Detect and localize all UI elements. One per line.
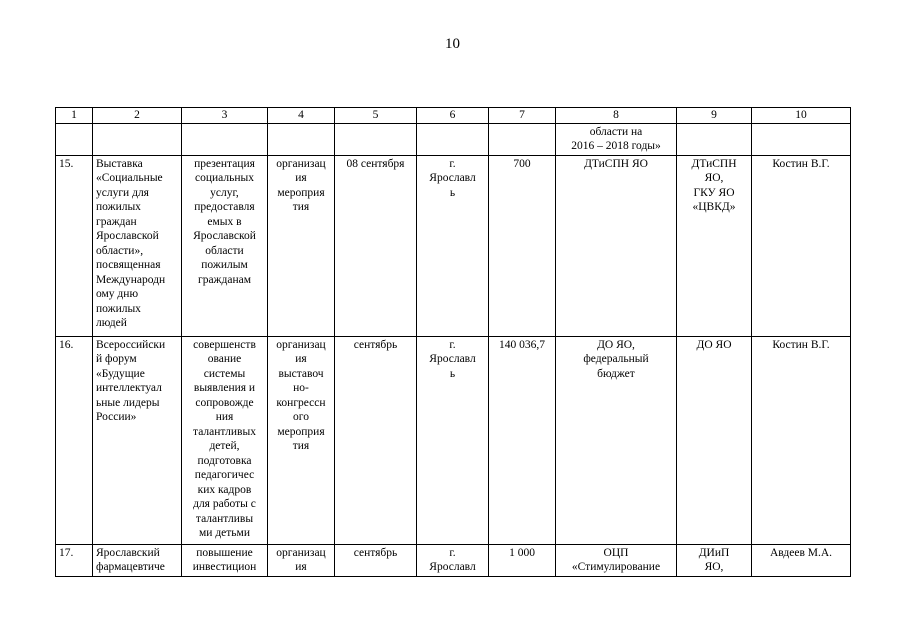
- funding-source-cell: области на 2016 – 2018 годы»: [556, 123, 677, 155]
- funding-source: ДТиСПН ЯО: [556, 155, 677, 336]
- row-number: 15.: [56, 155, 93, 336]
- column-header: 9: [677, 108, 752, 124]
- column-header: 2: [93, 108, 182, 124]
- funding-source: ДО ЯО, федеральный бюджет: [556, 336, 677, 544]
- executor: ДИиП ЯО,: [677, 544, 752, 576]
- event-form: организац ия: [268, 544, 335, 576]
- event-date: сентябрь: [335, 336, 417, 544]
- table-cell: [56, 123, 93, 155]
- event-date: 08 сентября: [335, 155, 417, 336]
- table-row: [56, 155, 851, 336]
- column-header: 4: [268, 108, 335, 124]
- column-header: 5: [335, 108, 417, 124]
- row-number: 17.: [56, 544, 93, 576]
- table-cell: [417, 123, 489, 155]
- funding-amount: 1 000: [489, 544, 556, 576]
- row-number: 16.: [56, 336, 93, 544]
- table-cell: [93, 123, 182, 155]
- column-header: 10: [752, 108, 851, 124]
- column-header: 6: [417, 108, 489, 124]
- table-cell: [752, 123, 851, 155]
- funding-amount: 140 036,7: [489, 336, 556, 544]
- event-place: г. Ярославл ь: [417, 336, 489, 544]
- executor: ДТиСПН ЯО, ГКУ ЯО «ЦВКД»: [677, 155, 752, 336]
- event-goal: совершенств ование системы выявления и сопровожде ния талантливых детей, подготовка педагогичес ких кадров для работы с талантливы ми детьми: [182, 336, 268, 544]
- event-place: г. Ярославл: [417, 544, 489, 576]
- column-header: 8: [556, 108, 677, 124]
- event-goal: презентация социальных услуг, предоставля емых в Ярославской области пожилым гражданам: [182, 155, 268, 336]
- event-form: организац ия выставоч но- конгрессн ого мероприя тия: [268, 336, 335, 544]
- table-row: [56, 544, 851, 576]
- continuation-row: [56, 123, 851, 155]
- column-header: 3: [182, 108, 268, 124]
- table-cell: [489, 123, 556, 155]
- column-number-row: [56, 108, 851, 124]
- column-header: 7: [489, 108, 556, 124]
- table-cell: [677, 123, 752, 155]
- event-name: Выставка «Социальные услуги для пожилых граждан Ярославской области», посвященная Международн ому дню пожилых людей: [93, 155, 182, 336]
- event-name: Всероссийски й форум «Будущие интеллектуал ьные лидеры России»: [93, 336, 182, 544]
- table-cell: [182, 123, 268, 155]
- funding-amount: 700: [489, 155, 556, 336]
- executor: ДО ЯО: [677, 336, 752, 544]
- responsible-person: Авдеев М.А.: [752, 544, 851, 576]
- event-goal: повышение инвестицион: [182, 544, 268, 576]
- page-number: 10: [445, 36, 460, 52]
- column-header: 1: [56, 108, 93, 124]
- event-date: сентябрь: [335, 544, 417, 576]
- event-place: г. Ярославл ь: [417, 155, 489, 336]
- responsible-person: Костин В.Г.: [752, 336, 851, 544]
- responsible-person: Костин В.Г.: [752, 155, 851, 336]
- table-cell: [268, 123, 335, 155]
- table-cell: [335, 123, 417, 155]
- events-table: [55, 107, 851, 577]
- event-form: организац ия мероприя тия: [268, 155, 335, 336]
- funding-source: ОЦП «Стимулирование: [556, 544, 677, 576]
- event-name: Ярославский фармацевтиче: [93, 544, 182, 576]
- table-row: [56, 336, 851, 544]
